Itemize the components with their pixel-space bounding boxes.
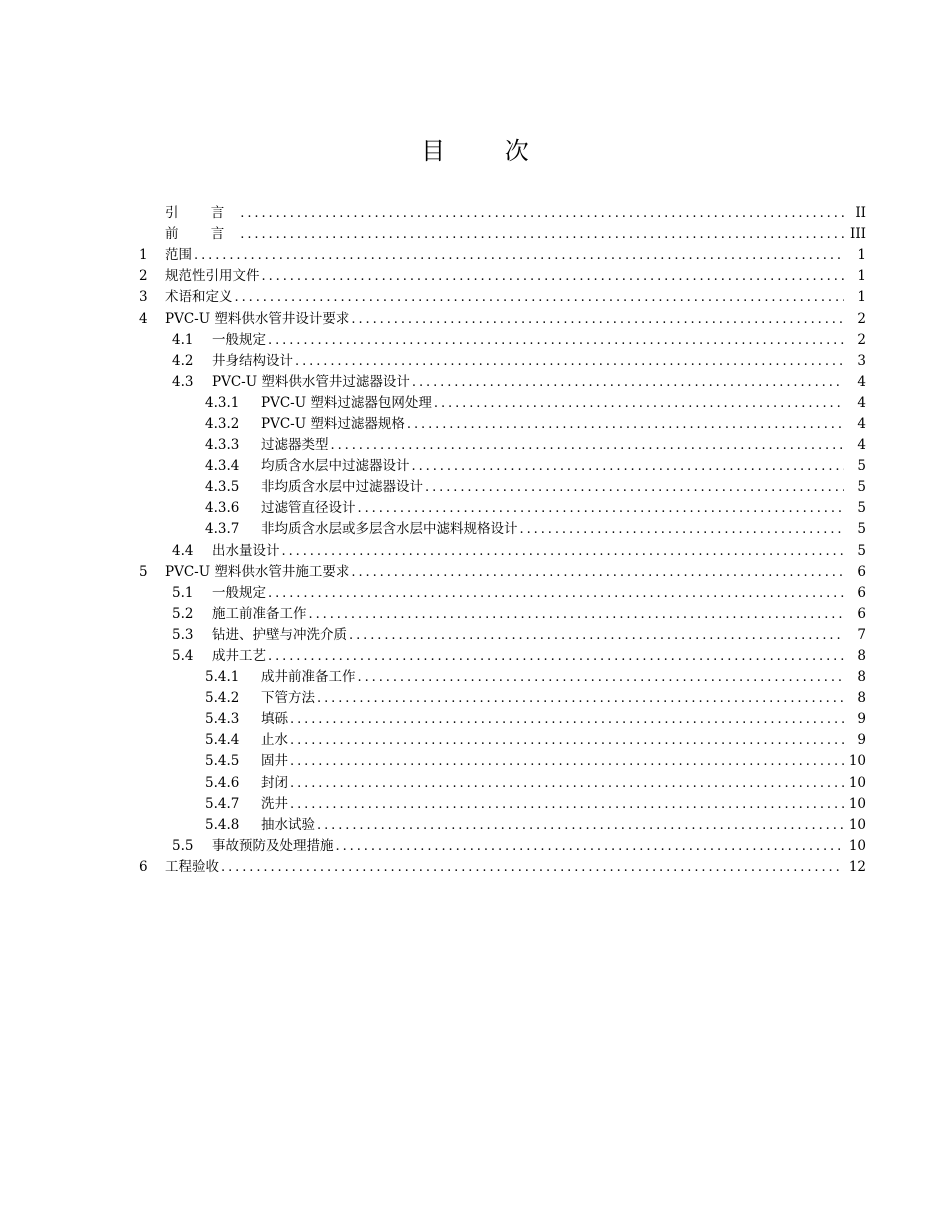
toc-entry-number: 1 [139,247,148,264]
toc-dot-leader [290,751,844,772]
toc-entry-title: 均质含水层中过滤器设计 [261,458,410,475]
toc-dot-leader [317,688,844,709]
toc-dot-leader [268,330,844,351]
toc-entry-title: 范围 [165,247,192,264]
toc-dot-leader [331,435,845,456]
toc-dot-leader [235,287,845,308]
toc-entry[interactable] [139,562,866,583]
toc-entry-page-number: 2 [857,310,866,327]
toc-entry-page-number: 6 [857,605,866,622]
toc-entry[interactable] [139,625,866,646]
toc-entry-page-number: 5 [857,542,866,559]
toc-entry[interactable] [139,414,866,435]
toc-entry-page-number: 10 [848,795,866,812]
toc-entry-page-number: 8 [857,648,866,665]
toc-entry-page-number: 6 [857,584,866,601]
toc-dot-leader [268,646,844,667]
toc-entry[interactable] [139,583,866,604]
toc-entry[interactable] [139,393,866,414]
toc-dot-leader [358,498,845,519]
toc-entry-title: 过滤器类型 [261,437,329,454]
table-of-contents [139,203,866,878]
toc-entry-title: 固井 [261,753,288,770]
toc-dot-leader [425,477,844,498]
toc-entry[interactable] [139,646,866,667]
toc-entry-page-number: 10 [848,753,866,770]
toc-entry-title: 洗井 [261,795,288,812]
toc-dot-leader [336,836,845,857]
toc-entry-number: 6 [139,858,148,875]
toc-entry-title: PVC-U 塑料过滤器包网处理 [261,394,432,411]
toc-entry-number: 4.3.3 [205,437,240,454]
toc-entry[interactable] [139,519,866,540]
toc-entry-page-number: 10 [848,816,866,833]
toc-entry-number: 5.4 [172,648,194,665]
toc-entry-title: 填砾 [261,711,288,728]
toc-entry-page-number: 9 [857,711,866,728]
toc-entry-page-number: 4 [857,437,866,454]
toc-entry[interactable] [139,435,866,456]
toc-entry[interactable] [139,287,866,308]
toc-entry-title: 事故预防及处理措施 [212,837,334,854]
toc-entry-page-number: 1 [857,268,866,285]
toc-entry-page-number: 5 [857,500,866,517]
toc-entry-number: 2 [139,268,148,285]
toc-entry[interactable] [139,456,866,477]
toc-entry-page-number: 5 [857,521,866,538]
toc-entry-page-number: 10 [848,774,866,791]
toc-entry-number: 5.4.6 [205,774,240,791]
toc-entry[interactable] [139,794,866,815]
toc-entry-page-number: 5 [857,479,866,496]
toc-entry-title: 止水 [261,732,288,749]
toc-entry-number: 4.3.7 [205,521,240,538]
toc-dot-leader [240,203,844,224]
toc-dot-leader [290,773,844,794]
toc-entry-title: 前 言 [165,226,239,243]
toc-entry-number: 5.3 [172,626,194,643]
toc-entry-title: 钻进、护壁与冲洗介质 [212,626,347,643]
toc-entry-page-number: 6 [857,563,866,580]
toc-entry-title: 出水量设计 [212,542,280,559]
toc-entry-number: 5 [139,563,148,580]
toc-entry[interactable] [139,245,866,266]
toc-entry-number: 4.3.2 [205,415,240,432]
toc-dot-leader [194,245,844,266]
toc-entry-number: 5.1 [172,584,194,601]
toc-dot-leader [351,562,844,583]
toc-entry[interactable] [139,224,866,245]
toc-entry-number: 5.4.1 [205,669,240,686]
toc-entry-number: 5.4.7 [205,795,240,812]
toc-entry-number: 5.4.4 [205,732,240,749]
toc-dot-leader [309,604,845,625]
toc-entry[interactable] [139,857,866,878]
toc-entry-number: 5.4.8 [205,816,240,833]
toc-entry-title: 下管方法 [261,690,315,707]
toc-entry-number: 4.3.5 [205,479,240,496]
toc-dot-leader [290,730,844,751]
toc-entry[interactable] [139,815,866,836]
toc-entry-page-number: 8 [857,690,866,707]
toc-entry-page-number: 4 [857,373,866,390]
toc-entry-number: 4.2 [172,352,194,369]
toc-dot-leader [407,414,844,435]
toc-entry-title: PVC-U 塑料供水管井设计要求 [165,310,350,327]
toc-dot-leader [412,456,845,477]
toc-entry[interactable] [139,836,866,857]
toc-dot-leader [268,583,844,604]
toc-dot-leader [412,372,844,393]
toc-entry-page-number: 7 [857,626,866,643]
toc-entry-title: 抽水试验 [261,816,315,833]
toc-entry-number: 5.5 [172,837,194,854]
toc-entry-page-number: 1 [857,289,866,306]
toc-entry-title: 封闭 [261,774,288,791]
toc-entry-title: 术语和定义 [165,289,233,306]
toc-entry-page-number: 4 [857,394,866,411]
toc-entry-page-number: 4 [857,415,866,432]
toc-entry-title: PVC-U 塑料供水管井施工要求 [165,563,350,580]
toc-entry-number: 3 [139,289,148,306]
toc-entry-page-number: 5 [857,458,866,475]
toc-entry-number: 5.4.2 [205,690,240,707]
toc-dot-leader [317,815,844,836]
toc-entry[interactable] [139,266,866,287]
toc-entry-number: 4.4 [172,542,194,559]
toc-entry-title: 一般规定 [212,331,266,348]
toc-entry-title: PVC-U 塑料供水管井过滤器设计 [212,373,410,390]
toc-entry-page-number: 2 [857,331,866,348]
toc-dot-leader [282,541,845,562]
toc-entry-title: 过滤管直径设计 [261,500,356,517]
toc-dot-leader [295,351,844,372]
toc-entry-title: 规范性引用文件 [165,268,260,285]
toc-entry-title: 井身结构设计 [212,352,293,369]
toc-entry[interactable] [139,773,866,794]
toc-dot-leader [262,266,845,287]
toc-dot-leader [351,309,844,330]
toc-entry-number: 4.1 [172,331,194,348]
toc-entry-number: 5.2 [172,605,194,622]
toc-entry[interactable] [139,351,866,372]
toc-dot-leader [358,667,845,688]
toc-entry-title: PVC-U 塑料过滤器规格 [261,415,405,432]
toc-title: 目 次 [421,137,555,165]
toc-entry[interactable] [139,372,866,393]
toc-entry-title: 施工前准备工作 [212,605,307,622]
toc-dot-leader [221,857,844,878]
toc-entry[interactable] [139,667,866,688]
toc-entry[interactable] [139,203,866,224]
toc-entry-title: 非均质含水层中过滤器设计 [261,479,423,496]
toc-entry-number: 4.3.6 [205,500,240,517]
toc-dot-leader [290,794,844,815]
toc-entry-page-number: 1 [857,247,866,264]
toc-entry-page-number: 8 [857,669,866,686]
toc-entry[interactable] [139,688,866,709]
toc-dot-leader [240,224,844,245]
toc-entry[interactable] [139,751,866,772]
toc-entry[interactable] [139,308,866,329]
toc-entry-number: 4.3.4 [205,458,240,475]
toc-entry-title: 成井工艺 [212,648,266,665]
toc-entry[interactable] [139,330,866,351]
toc-entry[interactable] [139,498,866,519]
toc-entry-number: 4 [139,310,148,327]
toc-entry[interactable] [139,477,866,498]
toc-entry[interactable] [139,730,866,751]
toc-dot-leader [290,709,844,730]
toc-entry-page-number: III [850,226,866,243]
toc-entry-page-number: 3 [857,352,866,369]
toc-entry-number: 4.3 [172,373,194,390]
toc-entry-title: 一般规定 [212,584,266,601]
toc-dot-leader [434,393,844,414]
toc-dot-leader [349,625,844,646]
toc-entry-number: 4.3.1 [205,394,240,411]
toc-entry-title: 非均质含水层或多层含水层中滤料规格设计 [261,521,518,538]
toc-entry[interactable] [139,541,866,562]
toc-entry-title: 成井前准备工作 [261,669,356,686]
toc-entry-number: 5.4.3 [205,711,240,728]
toc-entry-title: 工程验收 [165,858,219,875]
toc-dot-leader [520,519,845,540]
toc-entry-title: 引 言 [165,205,239,222]
toc-entry-page-number: 10 [848,837,866,854]
toc-entry-page-number: 12 [848,858,866,875]
toc-entry[interactable] [139,709,866,730]
toc-entry-page-number: II [855,205,866,222]
toc-entry[interactable] [139,604,866,625]
toc-entry-page-number: 9 [857,732,866,749]
toc-entry-number: 5.4.5 [205,753,240,770]
